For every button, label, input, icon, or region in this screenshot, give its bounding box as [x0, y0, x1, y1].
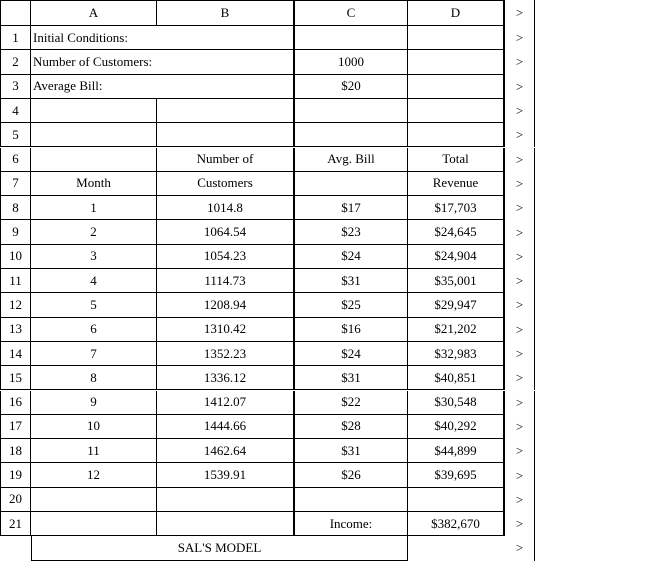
cell-b16[interactable]: 1412.07 [157, 391, 295, 415]
row-header-5[interactable]: 5 [0, 123, 31, 147]
cell-a8[interactable]: 1 [31, 196, 157, 220]
cell-b5[interactable] [157, 123, 295, 147]
cell-b12[interactable]: 1208.94 [157, 293, 295, 317]
scroll-right-indicator[interactable]: > [505, 0, 535, 26]
cell-d21[interactable]: $382,670 [408, 512, 505, 536]
cell-b9[interactable]: 1064.54 [157, 220, 295, 244]
cell-a11[interactable]: 4 [31, 269, 157, 293]
cell-d15[interactable]: $40,851 [408, 366, 505, 390]
cell-c10[interactable]: $24 [295, 245, 408, 269]
cell-c9[interactable]: $23 [295, 220, 408, 244]
row-header-6[interactable]: 6 [0, 148, 31, 172]
cell-b10[interactable]: 1054.23 [157, 245, 295, 269]
row-header-15[interactable]: 15 [0, 366, 31, 390]
cell-a15[interactable]: 8 [31, 366, 157, 390]
cell-c2[interactable]: 1000 [295, 50, 408, 74]
cell-d17[interactable]: $40,292 [408, 415, 505, 439]
cell-c12[interactable]: $25 [295, 293, 408, 317]
scroll-right-indicator[interactable]: > [505, 123, 535, 147]
cell-c6[interactable]: Avg. Bill [295, 148, 408, 172]
scroll-right-indicator[interactable]: > [505, 512, 535, 536]
cell-d20[interactable] [408, 488, 505, 512]
cell-b14[interactable]: 1352.23 [157, 342, 295, 366]
cell-a21[interactable] [31, 512, 157, 536]
cell-c3[interactable]: $20 [295, 75, 408, 99]
cell-a13[interactable]: 6 [31, 318, 157, 342]
cell-c4[interactable] [295, 99, 408, 123]
cell-a4[interactable] [31, 99, 157, 123]
column-header-c[interactable]: C [295, 0, 408, 26]
row-header-20[interactable]: 20 [0, 488, 31, 512]
cell-d6[interactable]: Total [408, 148, 505, 172]
column-header-d[interactable]: D [408, 0, 505, 26]
scroll-right-indicator[interactable]: > [505, 488, 535, 512]
cell-b17[interactable]: 1444.66 [157, 415, 295, 439]
cell-d3[interactable] [408, 75, 505, 99]
cell-b21[interactable] [157, 512, 295, 536]
cell-b6[interactable]: Number of [157, 148, 295, 172]
cell-d4[interactable] [408, 99, 505, 123]
row-header-1[interactable]: 1 [0, 26, 31, 50]
cell-d9[interactable]: $24,645 [408, 220, 505, 244]
cell-b19[interactable]: 1539.91 [157, 463, 295, 487]
scroll-right-indicator[interactable]: > [505, 439, 535, 463]
cell-a7[interactable]: Month [31, 172, 157, 196]
cell-d19[interactable]: $39,695 [408, 463, 505, 487]
scroll-right-indicator[interactable]: > [505, 269, 535, 293]
scroll-right-indicator[interactable]: > [505, 463, 535, 487]
scroll-right-indicator[interactable]: > [505, 366, 535, 390]
scroll-right-indicator[interactable]: > [505, 220, 535, 244]
cell-d16[interactable]: $30,548 [408, 391, 505, 415]
scroll-right-indicator[interactable]: > [505, 536, 535, 560]
scroll-right-indicator[interactable]: > [505, 50, 535, 74]
cell-d8[interactable]: $17,703 [408, 196, 505, 220]
row-header-3[interactable]: 3 [0, 75, 31, 99]
cell-a18[interactable]: 11 [31, 439, 157, 463]
cell-d12[interactable]: $29,947 [408, 293, 505, 317]
cell-b13[interactable]: 1310.42 [157, 318, 295, 342]
cell-c8[interactable]: $17 [295, 196, 408, 220]
model-name-label: SAL'S MODEL [31, 536, 408, 560]
scroll-right-indicator[interactable]: > [505, 391, 535, 415]
cell-b18[interactable]: 1462.64 [157, 439, 295, 463]
scroll-right-indicator[interactable]: > [505, 293, 535, 317]
cell-a19[interactable]: 12 [31, 463, 157, 487]
cell-d13[interactable]: $21,202 [408, 318, 505, 342]
scroll-right-indicator[interactable]: > [505, 75, 535, 99]
cell-a9[interactable]: 2 [31, 220, 157, 244]
row-header-10[interactable]: 10 [0, 245, 31, 269]
cell-c21[interactable]: Income: [295, 512, 408, 536]
row-header-8[interactable]: 8 [0, 196, 31, 220]
cell-a10[interactable]: 3 [31, 245, 157, 269]
cell-d1[interactable] [408, 26, 505, 50]
cell-c13[interactable]: $16 [295, 318, 408, 342]
cell-c19[interactable]: $26 [295, 463, 408, 487]
cell-a12[interactable]: 5 [31, 293, 157, 317]
initial-conditions-label[interactable]: Initial Conditions: [31, 26, 295, 50]
cell-b11[interactable]: 1114.73 [157, 269, 295, 293]
select-all-corner[interactable] [0, 0, 31, 26]
cell-d11[interactable]: $35,001 [408, 269, 505, 293]
cell-c11[interactable]: $31 [295, 269, 408, 293]
cell-c18[interactable]: $31 [295, 439, 408, 463]
column-header-a[interactable]: A [31, 0, 157, 26]
row-header-18[interactable]: 18 [0, 439, 31, 463]
cell-d2[interactable] [408, 50, 505, 74]
row-header-11[interactable]: 11 [0, 269, 31, 293]
cell-c15[interactable]: $31 [295, 366, 408, 390]
row-header-13[interactable]: 13 [0, 318, 31, 342]
number-of-customers-label[interactable]: Number of Customers: [31, 50, 295, 74]
cell-d14[interactable]: $32,983 [408, 342, 505, 366]
row-header-12[interactable]: 12 [0, 293, 31, 317]
row-header-4[interactable]: 4 [0, 99, 31, 123]
cell-a17[interactable]: 10 [31, 415, 157, 439]
row-header-16[interactable]: 16 [0, 391, 31, 415]
cell-a14[interactable]: 7 [31, 342, 157, 366]
column-header-b[interactable]: B [157, 0, 295, 26]
scroll-right-indicator[interactable]: > [505, 172, 535, 196]
cell-a5[interactable] [31, 123, 157, 147]
scroll-right-indicator[interactable]: > [505, 415, 535, 439]
cell-d18[interactable]: $44,899 [408, 439, 505, 463]
cell-c17[interactable]: $28 [295, 415, 408, 439]
row-header-14[interactable]: 14 [0, 342, 31, 366]
cell-a20[interactable] [31, 488, 157, 512]
cell-a6[interactable] [31, 148, 157, 172]
average-bill-label[interactable]: Average Bill: [31, 75, 295, 99]
cell-c7[interactable] [295, 172, 408, 196]
cell-c14[interactable]: $24 [295, 342, 408, 366]
cell-b4[interactable] [157, 99, 295, 123]
scroll-right-indicator[interactable]: > [505, 148, 535, 172]
cell-c1[interactable] [295, 26, 408, 50]
scroll-right-indicator[interactable]: > [505, 245, 535, 269]
cell-c20[interactable] [295, 488, 408, 512]
cell-b7[interactable]: Customers [157, 172, 295, 196]
row-header-17[interactable]: 17 [0, 415, 31, 439]
cell-b15[interactable]: 1336.12 [157, 366, 295, 390]
cell-d10[interactable]: $24,904 [408, 245, 505, 269]
scroll-right-indicator[interactable]: > [505, 99, 535, 123]
row-header-21[interactable]: 21 [0, 512, 31, 536]
scroll-right-indicator[interactable]: > [505, 342, 535, 366]
cell-c16[interactable]: $22 [295, 391, 408, 415]
cell-b8[interactable]: 1014.8 [157, 196, 295, 220]
cell-c5[interactable] [295, 123, 408, 147]
row-header-2[interactable]: 2 [0, 50, 31, 74]
scroll-right-indicator[interactable]: > [505, 318, 535, 342]
cell-b20[interactable] [157, 488, 295, 512]
row-header-9[interactable]: 9 [0, 220, 31, 244]
cell-d7[interactable]: Revenue [408, 172, 505, 196]
cell-d5[interactable] [408, 123, 505, 147]
row-header-7[interactable]: 7 [0, 172, 31, 196]
scroll-right-indicator[interactable]: > [505, 26, 535, 50]
cell-a16[interactable]: 9 [31, 391, 157, 415]
row-header-19[interactable]: 19 [0, 463, 31, 487]
scroll-right-indicator[interactable]: > [505, 196, 535, 220]
